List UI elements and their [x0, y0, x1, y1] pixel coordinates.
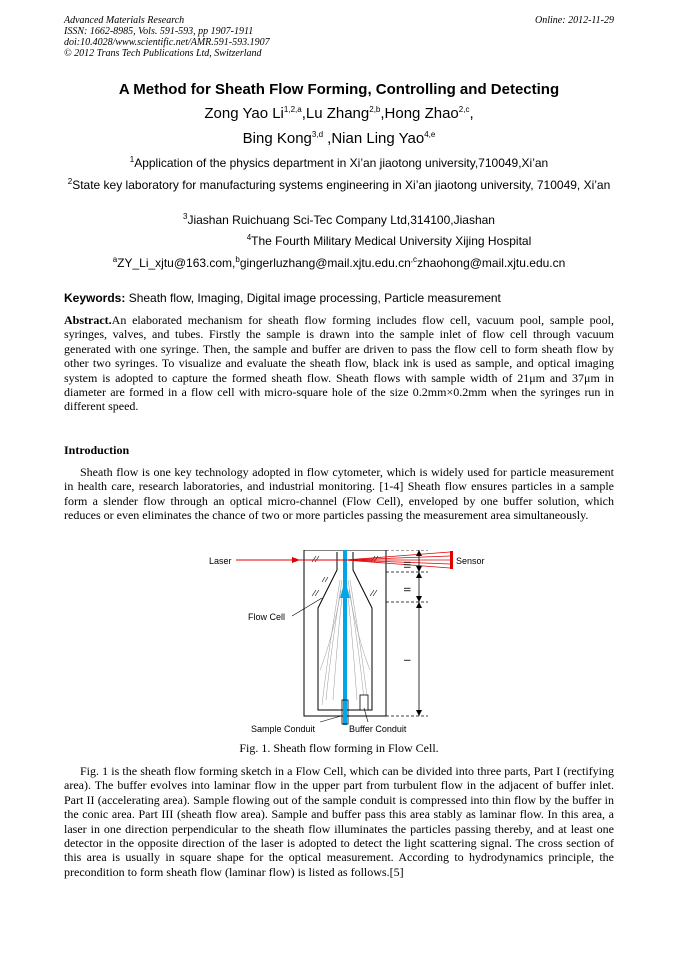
part-2-label: II: [402, 587, 412, 593]
paper-title: A Method for Sheath Flow Forming, Controlling and Detecting: [118, 81, 560, 98]
sample-conduit-label: Sample Conduit: [251, 724, 316, 734]
abstract-text: An elaborated mechanism for sheath flow forming includes flow cell, vacuum pool, sample pool, syringes, valves, and tubes. Firstly the sample is drawn into the sample inlet of flow cell through vacuum generated with one syringe. Then, the sample and buffer are driven to pass the flow cell to form sheath flow by other two syringes. To visualize and evaluate the sheath flow, black ink is used as sample, and optical imaging system is adopted to capture the formed sheath flow. Sheath flows with sample width of 21μm and 37μm in diameter are formed in a flow cell with micro-square hole of the size 0.2mm×0.2mm when the syringes run in different speed.: [64, 313, 614, 414]
aff-text: Application of the physics department in Xi’an jiaotong university,710049,Xi’an: [134, 156, 549, 170]
email: gingerluzhang@mail.xjtu.edu.cn: [239, 256, 411, 270]
part-1-label: I: [402, 659, 412, 662]
sample-conduit-leader: [320, 716, 341, 722]
keywords: [64, 291, 501, 305]
affiliation-4: [114, 234, 664, 248]
aff-text: State key laboratory for manufacturing systems engineering in Xi’an jiaotong university, 710049, Xi’an: [72, 178, 611, 192]
flow-cell-label: Flow Cell: [248, 612, 286, 622]
author-sep: ,: [469, 105, 474, 122]
affiliation-3: [64, 213, 614, 227]
part-3-label: III: [402, 561, 412, 569]
copyright-line: © 2012 Trans Tech Publications Ltd, Switzerland: [64, 48, 262, 59]
aff-num: 1: [129, 155, 135, 164]
sensor: [450, 551, 453, 569]
buffer-conduit-tube: [360, 695, 368, 710]
author-sup: 1,2,a: [283, 105, 302, 114]
author-sup: 2,c: [458, 105, 470, 114]
buffer-conduit-label: Buffer Conduit: [349, 724, 407, 734]
sensor-label: Sensor: [456, 556, 485, 566]
doi-line: doi:10.4028/www.scientific.net/AMR.591-593.1907: [64, 37, 270, 48]
author: Bing Kong: [242, 130, 312, 147]
section-heading-introduction: Introduction: [64, 443, 130, 457]
email: ZY_Li_xjtu@163.com,: [117, 256, 236, 270]
aff-num: a: [112, 255, 118, 264]
author: ,Hong Zhao: [380, 105, 459, 122]
dimension-lines: [386, 550, 428, 716]
intro-paragraph-1: Sheath flow is one key technology adopted in flow cytometer, which is widely used for particle measurement in health care, research laboratories, and industrial monitoring. [1-4] Sheath flow ensures particles in a sample form a slender flow through an optical micro-channel (Flow Cell), enveloped by one buffer solution, which reduces or even eliminates the chance of two or more particles passing the measurement area simultaneously.: [64, 465, 614, 523]
aff-num: ,c: [410, 255, 418, 264]
figure-1-caption: Fig. 1. Sheath flow forming in Flow Cell.: [239, 741, 439, 755]
aff-text: The Fourth Military Medical University Xijing Hospital: [251, 234, 532, 248]
keywords-text: Sheath flow, Imaging, Digital image processing, Particle measurement: [125, 291, 501, 305]
author-sup: 4,e: [424, 130, 436, 139]
affiliation-2: [64, 178, 614, 192]
author-sup: 3,d: [311, 130, 324, 139]
journal-name: Advanced Materials Research: [64, 15, 185, 26]
email: zhaohong@mail.xjtu.edu.cn: [417, 256, 566, 270]
aff-num: 4: [246, 233, 252, 242]
laser-label: Laser: [209, 556, 232, 566]
sample-flow: [343, 550, 347, 725]
aff-text: Jiashan Ruichuang Sci-Tec Company Ltd,314100,Jiashan: [187, 213, 495, 227]
aff-num: 3: [183, 212, 188, 221]
figure-1-sheath-flow-diagram: [0, 550, 678, 740]
scatter-rays: [345, 552, 450, 568]
author-line-2: [0, 130, 678, 147]
issn-line: ISSN: 1662-8985, Vols. 591-593, pp 1907-1911: [64, 26, 254, 37]
journal-header: [64, 15, 270, 59]
abstract-label: Abstract.: [64, 313, 112, 327]
aff-num: 2: [67, 177, 73, 186]
author: ,Lu Zhang: [301, 105, 370, 122]
keywords-label: Keywords:: [64, 291, 126, 305]
aff-num: b: [235, 255, 240, 264]
affiliation-1: [64, 156, 614, 170]
email-line: [64, 256, 614, 270]
abstract: [64, 313, 614, 414]
author: ,Nian Ling Yao: [323, 130, 425, 147]
author-line-1: [0, 105, 678, 122]
author: Zong Yao Li: [204, 105, 284, 122]
intro-paragraph-2: Fig. 1 is the sheath flow forming sketch in a Flow Cell, which can be divided into three parts, Part I (rectifying area). The buffer evolves into laminar flow in the upper part from turbulent flow in the adjacent of buffer inlet. Part II (accelerating area). Sample flowing out of the sample conduit is compressed into thin flow by the buffer in the conic area. Part III (sheath flow area). Sample and buffer pass this area stably as laminar flow. In this area, a laser in one direction perpendicular to the sheath flow illuminates the particles passing thereby, and at least one detector in the opposite direction of the laser is adopted to detect the light scattering signal. The cross section of this area is usually in square shape for the optical measurement. According to hydrodynamics principle, the precondition to form sheath flow (laminar flow) is listed as follows.[5]: [64, 764, 614, 879]
online-date: Online: 2012-11-29: [535, 15, 614, 26]
laser-arrow: [292, 557, 300, 563]
author-sup: 2,b: [369, 105, 381, 114]
